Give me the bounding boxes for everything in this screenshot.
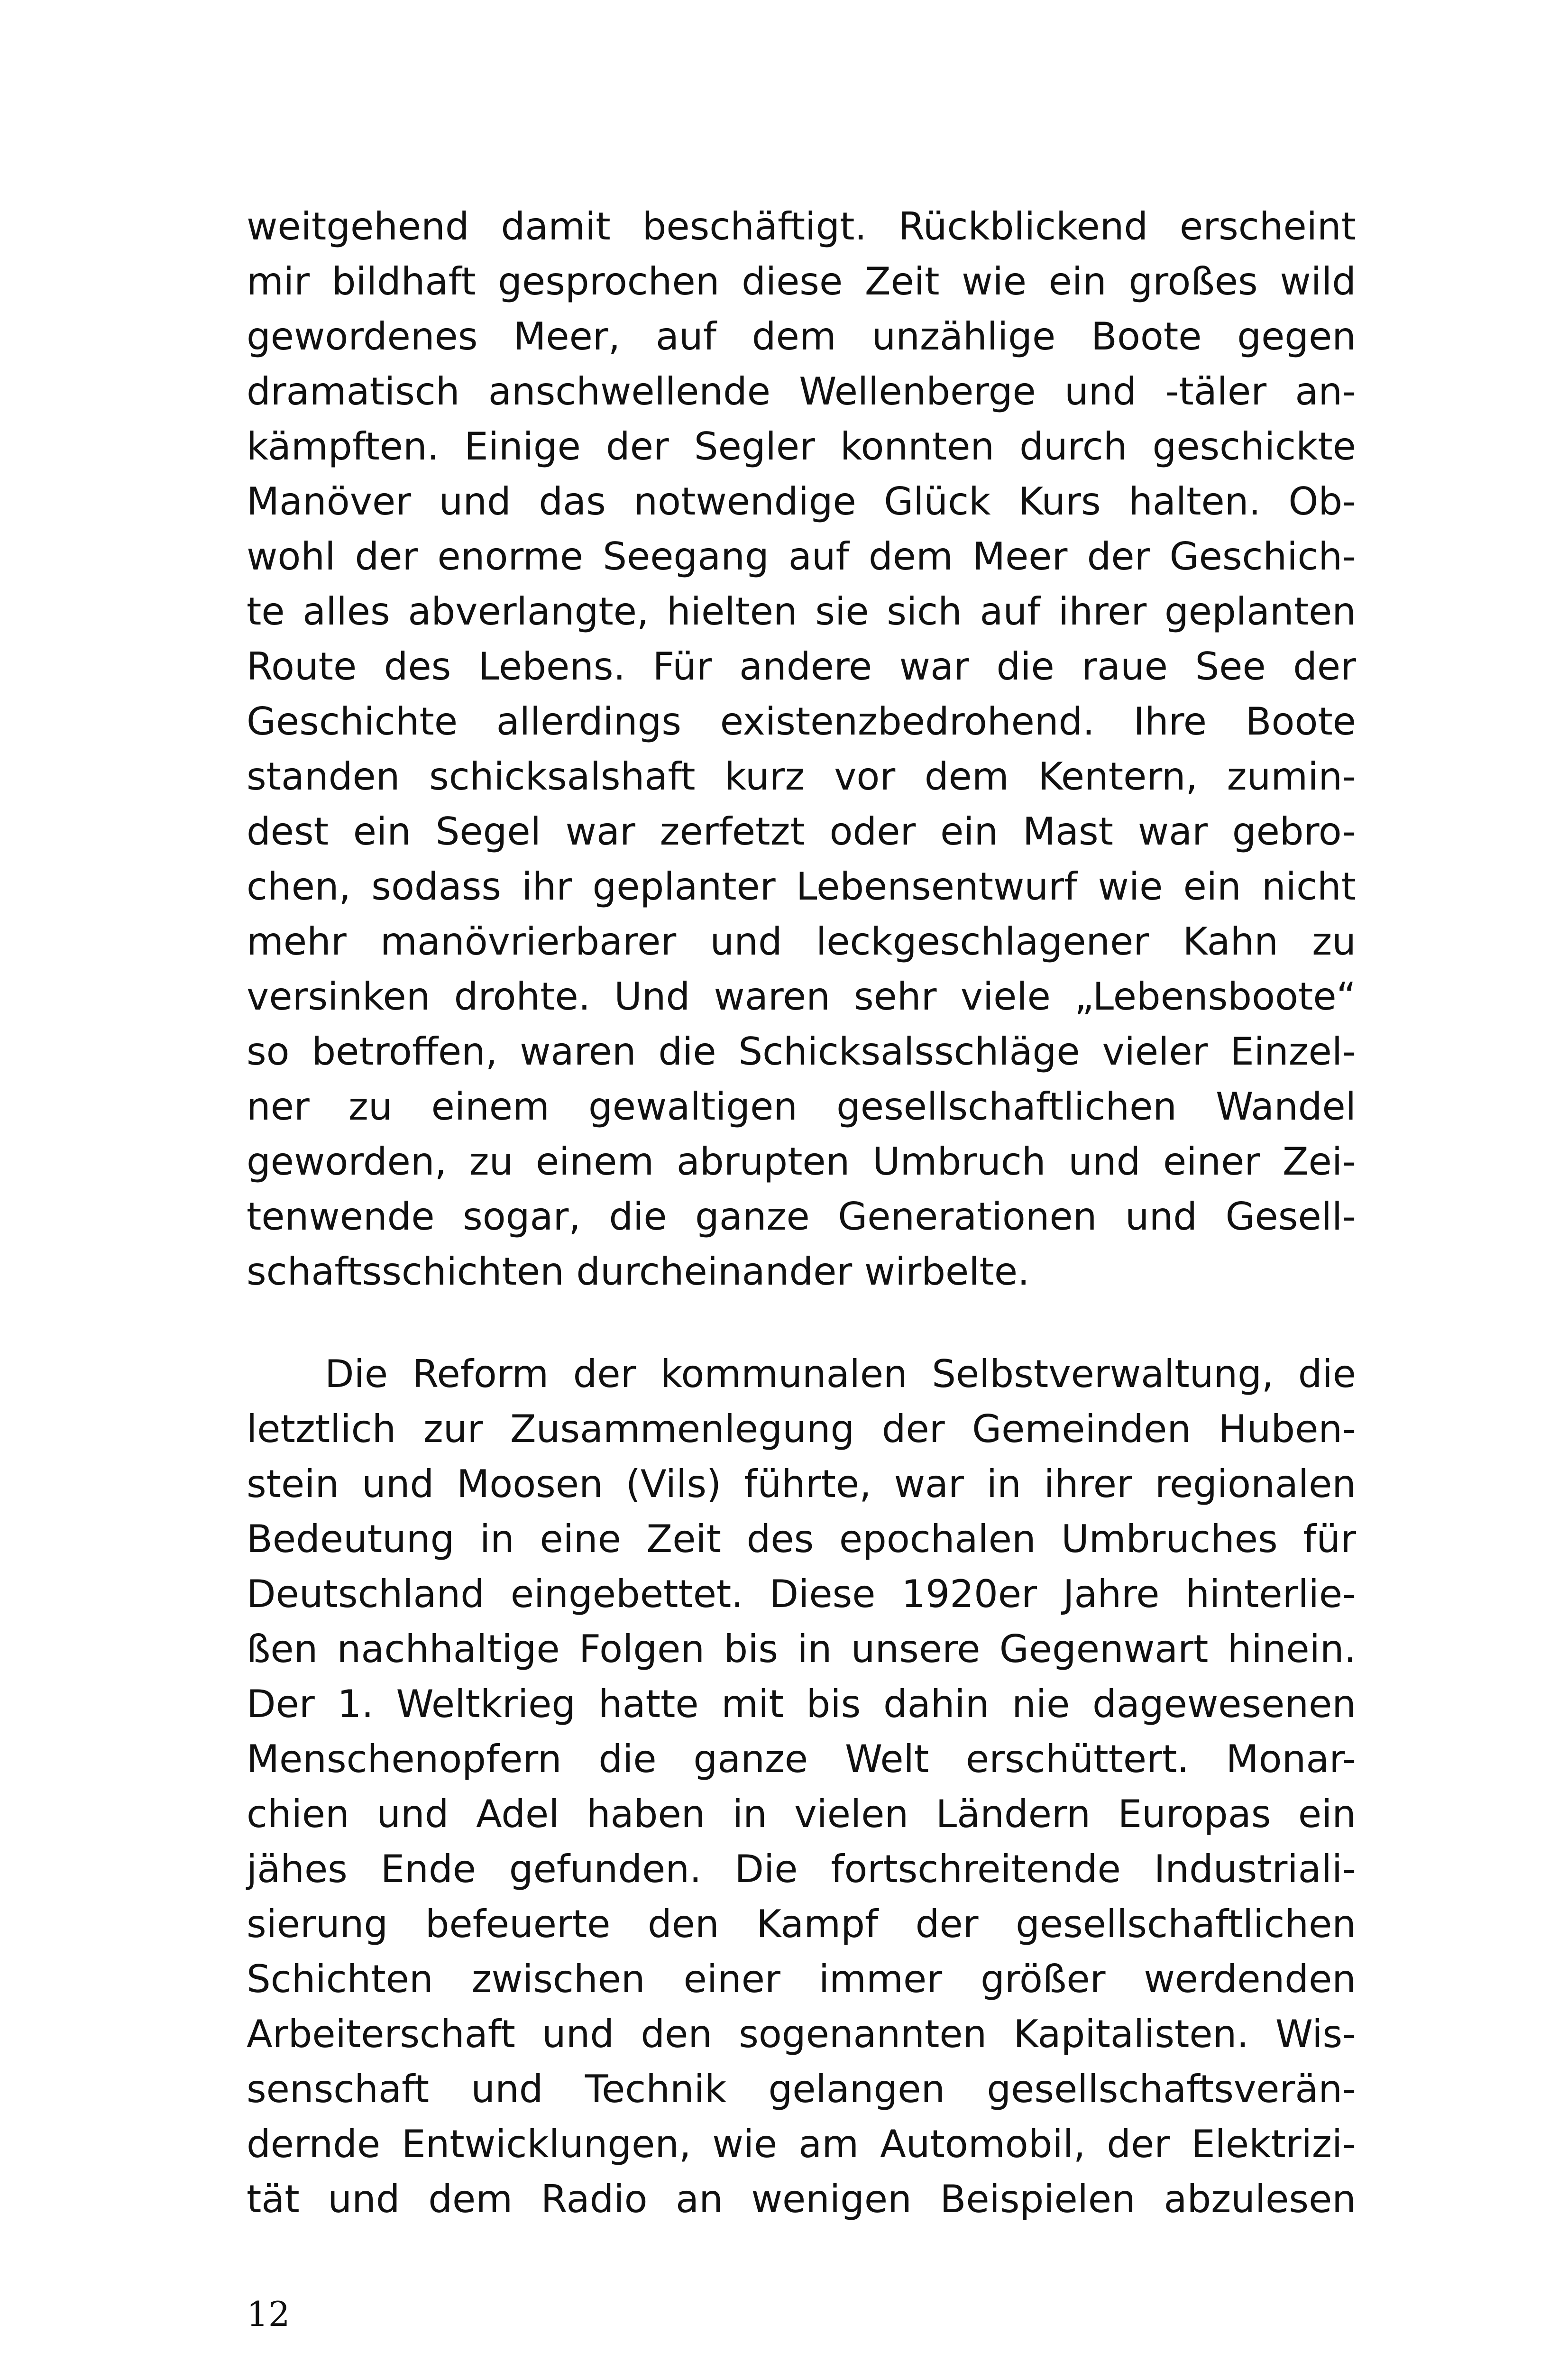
- text-line: tät und dem Radio an wenigen Beispielen abzulesen: [247, 2177, 1356, 2221]
- text-line: senschaft und Technik gelangen gesellschaftsverän-: [247, 2067, 1356, 2111]
- text-line: mir bildhaft gesprochen diese Zeit wie ein großes wild: [247, 259, 1356, 303]
- text-line: dest ein Segel war zerfetzt oder ein Mast war gebro-: [247, 809, 1356, 854]
- paragraph-2: [247, 1347, 1356, 2227]
- text-line: weitgehend damit beschäftigt. Rückblickend erscheint: [247, 204, 1356, 248]
- text-line: sierung befeuerte den Kampf der gesellschaftlichen: [247, 1902, 1356, 1946]
- text-line: versinken drohte. Und waren sehr viele „Lebensboote“: [247, 974, 1356, 1019]
- page-number: 12: [247, 2294, 290, 2334]
- text-line: wohl der enorme Seegang auf dem Meer der Geschich-: [247, 534, 1356, 579]
- text-line: Manöver und das notwendige Glück Kurs halten. Ob-: [247, 479, 1356, 524]
- text-line: Route des Lebens. Für andere war die raue See der: [247, 644, 1356, 689]
- text-line: Arbeiterschaft und den sogenannten Kapitalisten. Wis-: [247, 2012, 1356, 2056]
- text-line: dramatisch anschwellende Wellenberge und -täler an-: [247, 369, 1356, 414]
- text-line: letztlich zur Zusammenlegung der Gemeinden Huben-: [247, 1407, 1356, 1451]
- text-line: Menschenopfern die ganze Welt erschüttert. Monar-: [247, 1737, 1356, 1781]
- text-line: ner zu einem gewaltigen gesellschaftlichen Wandel: [247, 1084, 1356, 1129]
- text-line: geworden, zu einem abrupten Umbruch und einer Zei-: [247, 1140, 1356, 1184]
- text-line: chen, sodass ihr geplanter Lebensentwurf wie ein nicht: [247, 864, 1356, 909]
- text-line: dernde Entwicklungen, wie am Automobil, der Elektrizi-: [247, 2122, 1356, 2166]
- text-line: ßen nachhaltige Folgen bis in unsere Gegenwart hinein.: [247, 1627, 1356, 1671]
- text-line: Bedeutung in eine Zeit des epochalen Umbruches für: [247, 1517, 1356, 1561]
- text-line: kämpften. Einige der Segler konnten durch geschickte: [247, 424, 1356, 469]
- text-line: te alles abverlangte, hielten sie sich auf ihrer geplanten: [247, 589, 1356, 634]
- text-line: Schichten zwischen einer immer größer werdenden: [247, 1957, 1356, 2001]
- text-line: chien und Adel haben in vielen Ländern Europas ein: [247, 1792, 1356, 1836]
- text-line: Deutschland eingebettet. Diese 1920er Jahre hinterlie-: [247, 1572, 1356, 1616]
- text-line: tenwende sogar, die ganze Generationen und Gesell-: [247, 1195, 1356, 1239]
- text-line: gewordenes Meer, auf dem unzählige Boote gegen: [247, 314, 1356, 358]
- text-line: so betroffen, waren die Schicksalsschläge vieler Einzel-: [247, 1029, 1356, 1074]
- text-line: mehr manövrierbarer und leckgeschlagener Kahn zu: [247, 919, 1356, 964]
- text-line: Die Reform der kommunalen Selbstverwaltung, die: [325, 1352, 1356, 1396]
- text-line: jähes Ende gefunden. Die fortschreitende Industriali-: [247, 1847, 1356, 1891]
- text-line: standen schicksalshaft kurz vor dem Kentern, zumin-: [247, 754, 1356, 799]
- text-line: Geschichte allerdings existenzbedrohend. Ihre Boote: [247, 699, 1356, 744]
- text-line: stein und Moosen (Vils) führte, war in ihrer regionalen: [247, 1462, 1356, 1506]
- paragraph-1: [247, 199, 1356, 1299]
- body-text: [247, 199, 1356, 2227]
- text-line: Der 1. Weltkrieg hatte mit bis dahin nie dagewesenen: [247, 1682, 1356, 1726]
- text-line: schaftsschichten durcheinander wirbelte.: [247, 1250, 1030, 1294]
